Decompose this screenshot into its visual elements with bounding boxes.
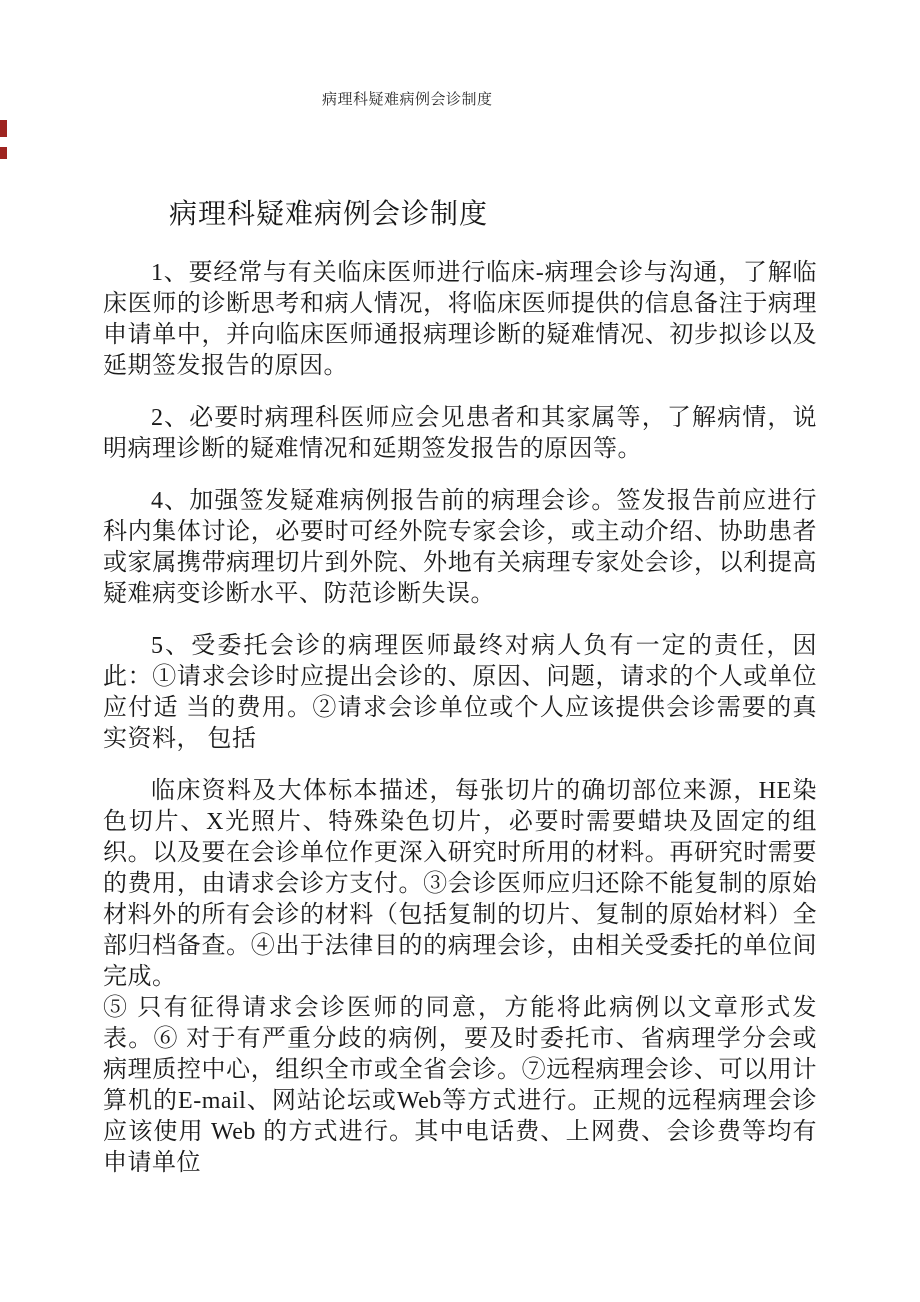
left-margin-mark-bottom [0, 147, 7, 159]
paragraph-item-5: 5、受委托会诊的病理医师最终对病人负有一定的责任，因此：①请求会诊时应提出会诊的、原因、问题，请求的个人或单位应付适 当的费用。②请求会诊单位或个人应该提供会诊需要的真实资料， 包括 [103, 633, 817, 752]
left-margin-mark-top [0, 120, 7, 137]
document-body [103, 192, 817, 1179]
paragraph-item-2: 2、必要时病理科医师应会见患者和其家属等，了解病情，说明病理诊断的疑难情况和延期签发报告的原因等。 [103, 405, 817, 462]
paragraph-item-4: 4、加强签发疑难病例报告前的病理会诊。签发报告前应进行科内集体讨论，必要时可经外院专家会诊，或主动介绍、协助患者或家属携带病理切片到外院、外地有关病理专家处会诊，以利提高疑难病变诊断水平、防范诊断失误。 [103, 488, 817, 607]
paragraph-clinical-materials: 临床资料及大体标本描述，每张切片的确切部位来源，HE染色切片、X光照片、特殊染色切片，必要时需要蜡块及固定的组织。以及要在会诊单位作更深入研究时所用的材料。再研究时需要的费用，由请求会诊方支付。③会诊医师应归还除不能复制的原始材料外的所有会诊的材料（包括复制的切片、复制的原始材料）全部归档备查。④出于法律目的的病理会诊，由相关受委托的单位间完成。 [103, 778, 817, 990]
paragraph-items-5-to-7: ⑤ 只有征得请求会诊医师的同意，方能将此病例以文章形式发表。⑥ 对于有严重分歧的病例，要及时委托市、省病理学分会或病理质控中心，组织全市或全省会诊。⑦远程病理会诊、可以用计算机的E-mail、网站论坛或Web等方式进行。正规的远程病理会诊应该使用 Web 的方式进行。其中电话费、上网费、会诊费等均有申请单位 [103, 995, 817, 1176]
paragraph-item-1: 1、要经常与有关临床医师进行临床-病理会诊与沟通，了解临床医师的诊断思考和病人情况，将临床医师提供的信息备注于病理申请单中，并向临床医师通报病理诊断的疑难情况、初步拟诊以及延期签发报告的原因。 [103, 260, 817, 379]
page-header-title: 病理科疑难病例会诊制度 [322, 92, 493, 108]
document-title: 病理科疑难病例会诊制度 [169, 199, 489, 230]
